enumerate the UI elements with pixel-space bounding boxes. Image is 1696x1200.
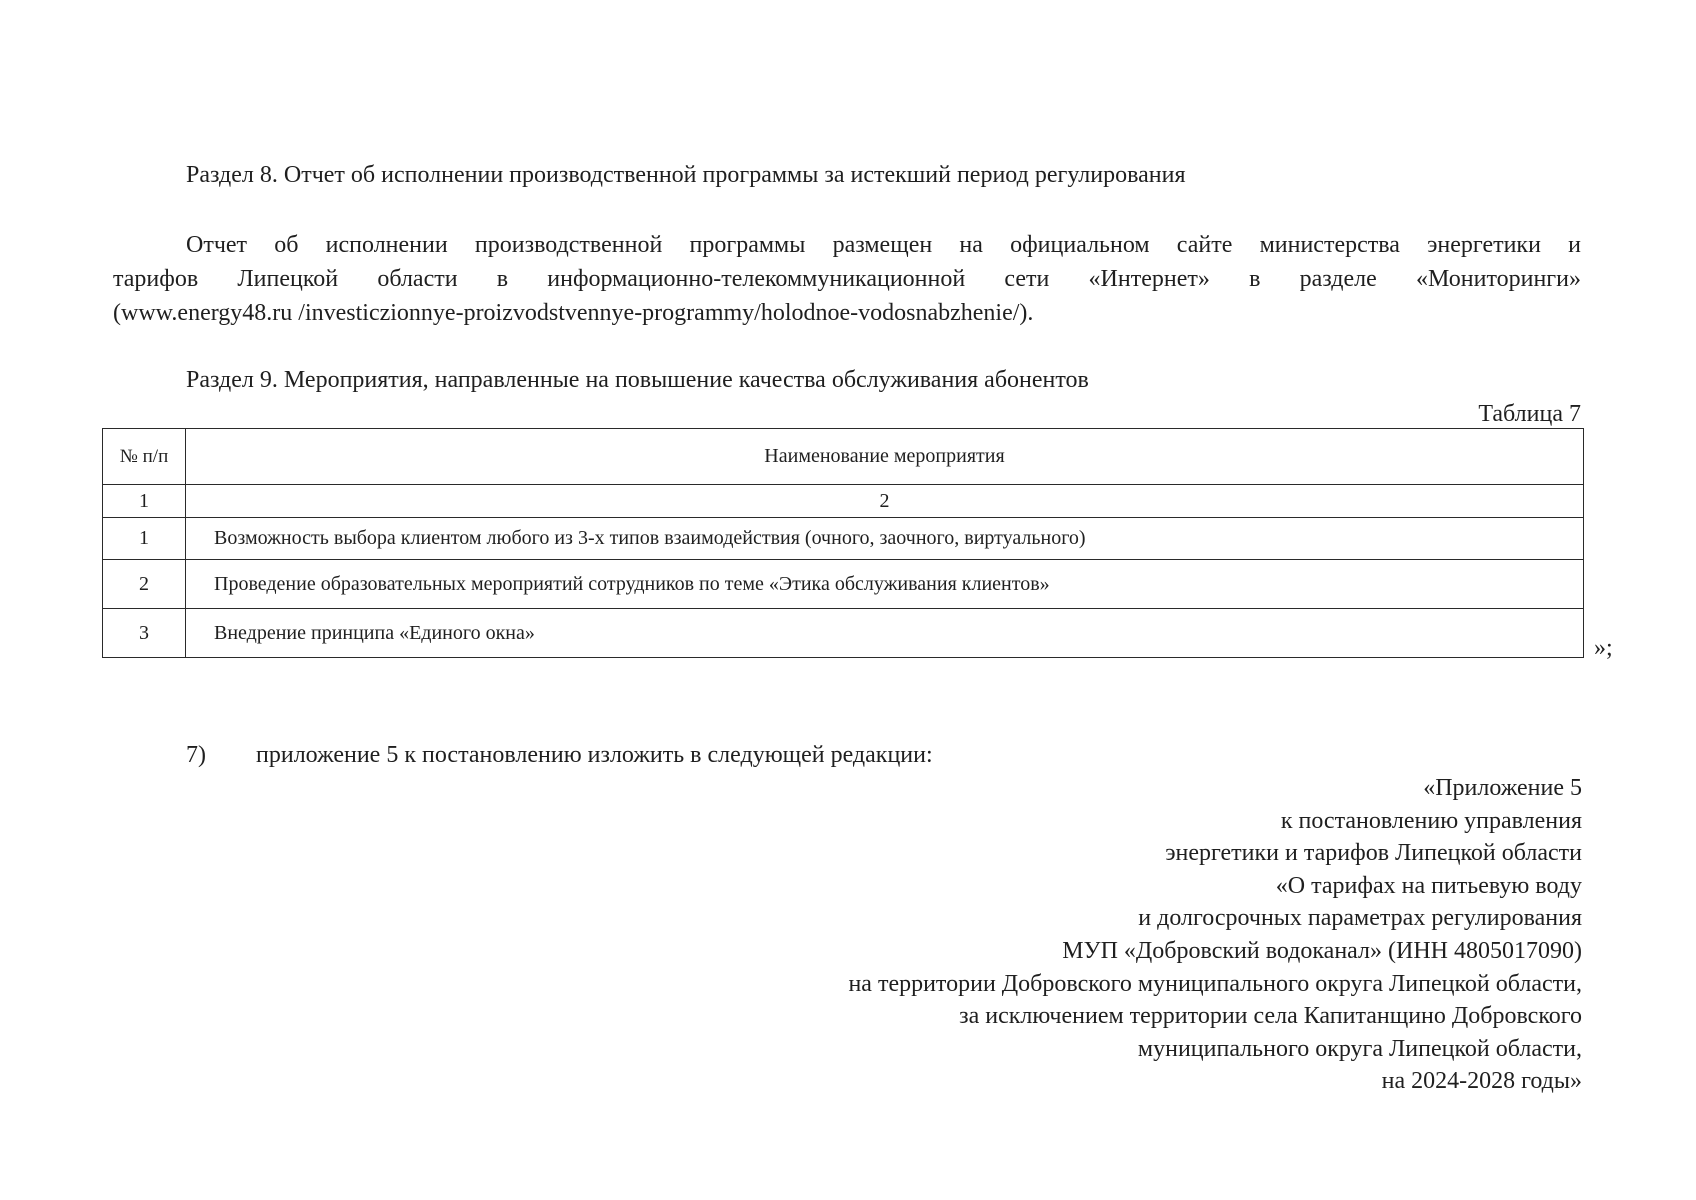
table-closing-quote: »; xyxy=(1594,635,1613,661)
row-name-cell: Возможность выбора клиентом любого из 3-х типов взаимодействия (очного, заочного, виртуального) xyxy=(186,518,1584,560)
row-number-cell: 1 xyxy=(103,518,186,560)
item-7-text: приложение 5 к постановлению изложить в следующей редакции: xyxy=(256,742,933,768)
section-8-paragraph xyxy=(113,228,1581,330)
row-number-cell: 2 xyxy=(103,560,186,609)
table-column-numbers-row xyxy=(103,485,1584,518)
item-7-number: 7) xyxy=(186,742,206,768)
table-row xyxy=(103,560,1584,609)
column-number-cell: 2 xyxy=(186,485,1584,518)
appendix-header-line: за исключением территории села Капитанщино Добровского xyxy=(959,1003,1582,1030)
appendix-header-line: муниципального округа Липецкой области, xyxy=(1137,1035,1582,1062)
row-number-cell: 3 xyxy=(103,609,186,658)
table-row xyxy=(103,518,1584,560)
section-8-heading: Раздел 8. Отчет об исполнении производственной программы за истекший период регулирования xyxy=(186,162,1186,188)
section-8-paragraph-line: тарифов Липецкой области в информационно-телекоммуникационной сети «Интернет» в разделе «Мониторинги» xyxy=(113,266,1581,292)
section-8-paragraph-line: (www.energy48.ru /investiczionnye-proizvodstvennye-programmy/holodnoe-vodosnabzhenie/). xyxy=(113,300,1034,326)
events-table xyxy=(102,428,1584,658)
appendix-header-line: на территории Добровского муниципального округа Липецкой области, xyxy=(848,970,1582,997)
appendix-header-line: к постановлению управления xyxy=(1280,807,1582,834)
appendix-header-line: «О тарифах на питьевую воду xyxy=(1275,872,1582,899)
appendix-header-line: и долгосрочных параметрах регулирования xyxy=(1138,905,1582,932)
table-row xyxy=(103,609,1584,658)
appendix-header-line: «Приложение 5 xyxy=(1423,775,1582,801)
section-8-paragraph-line: Отчет об исполнении производственной программы размещен на официальном сайте министерства энергетики и xyxy=(186,232,1581,258)
appendix-header-line: энергетики и тарифов Липецкой области xyxy=(1165,840,1582,867)
row-name-cell: Внедрение принципа «Единого окна» xyxy=(186,609,1584,658)
row-name-cell: Проведение образовательных мероприятий сотрудников по теме «Этика обслуживания клиентов» xyxy=(186,560,1584,609)
appendix-header-line: на 2024-2028 годы» xyxy=(1381,1068,1582,1095)
column-number-cell: 1 xyxy=(103,485,186,518)
appendix-5-header xyxy=(482,772,1582,1098)
header-name-cell: Наименование мероприятия xyxy=(186,429,1584,485)
table-caption: Таблица 7 xyxy=(1478,401,1581,427)
header-number-cell: № п/п xyxy=(103,429,186,485)
table-header-row xyxy=(103,429,1584,485)
section-9-heading: Раздел 9. Мероприятия, направленные на повышение качества обслуживания абонентов xyxy=(186,367,1089,393)
appendix-header-line: МУП «Добровский водоканал» (ИНН 4805017090) xyxy=(1062,937,1582,964)
